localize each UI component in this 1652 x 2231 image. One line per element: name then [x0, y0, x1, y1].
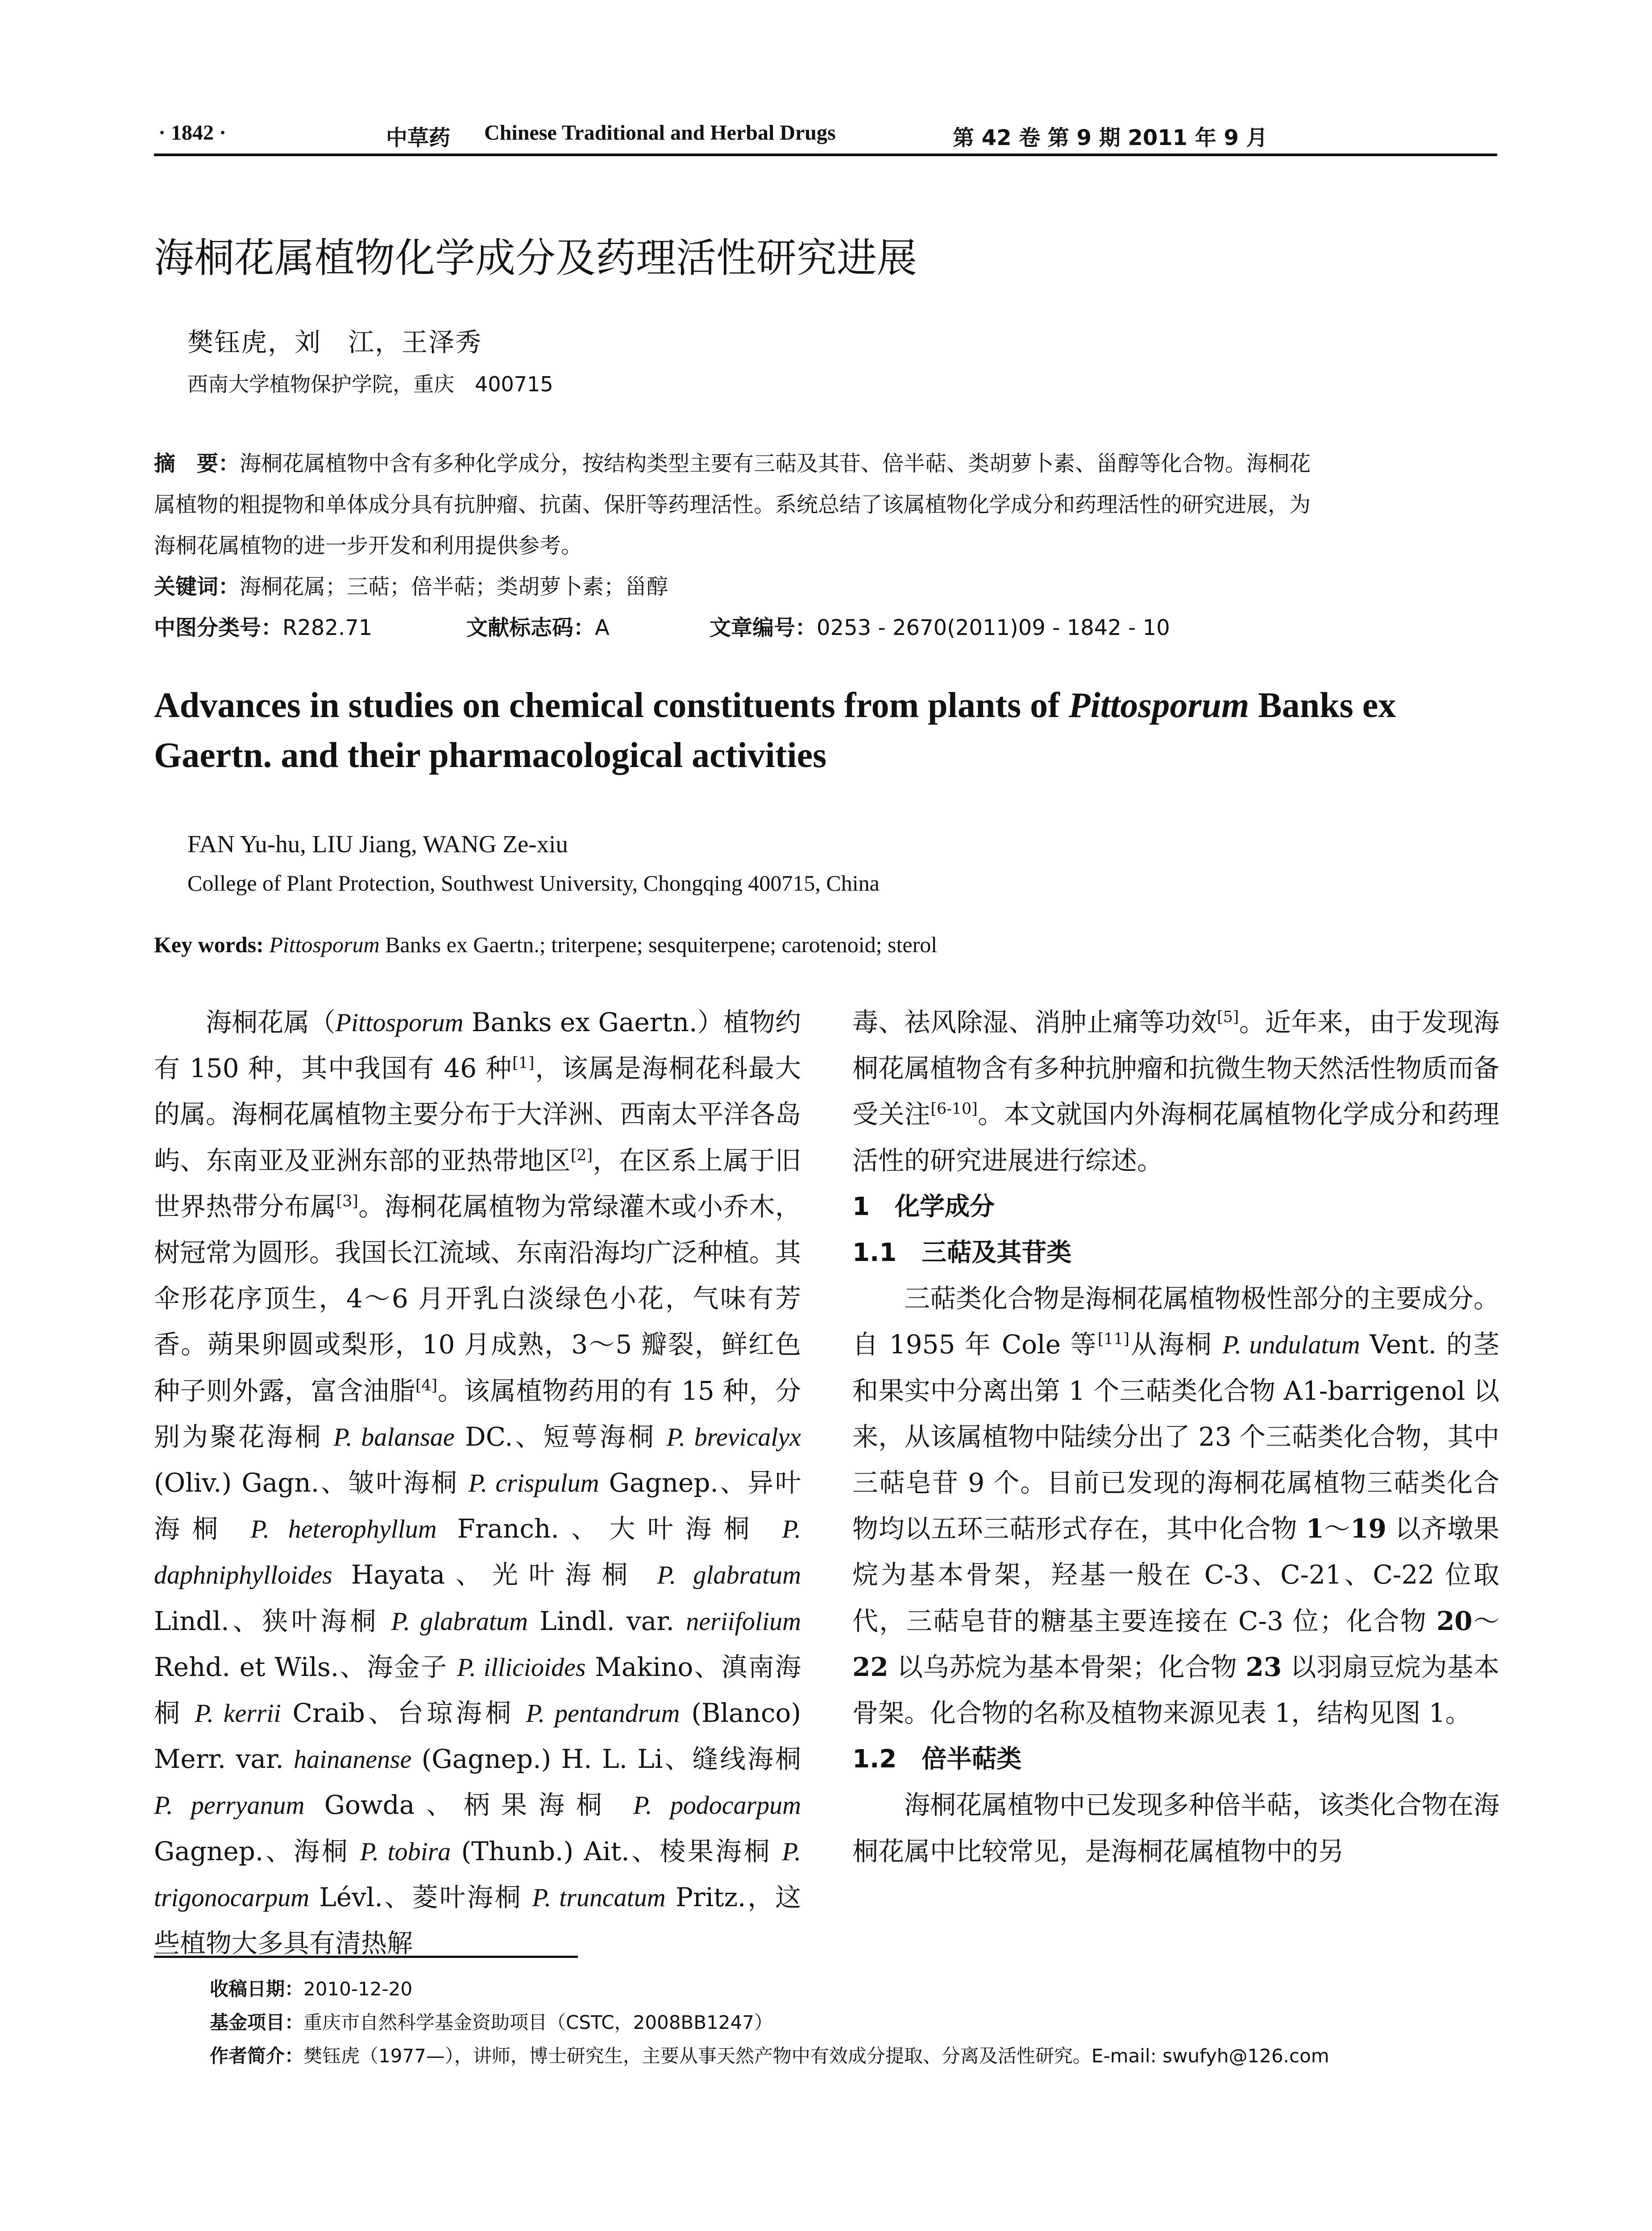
classification-line: 中图分类号：R282.71 文献标志码：A 文章编号：0253 - 2670(2011)09 - 1842 - 10	[154, 615, 1170, 640]
footnote-author: 作者简介：樊钰虎（1977—），讲师，博士研究生，主要从事天然产物中有效成分提取、分离及活性研究。E-mail: swufyh@126.com	[210, 2045, 1329, 2067]
running-head	[154, 117, 1497, 157]
body-paragraph: 毒、祛风除湿、消肿止痛等功效[5]。近年来，由于发现海桐花属植物含有多种抗肿瘤和抗微生物天然活性物质而备受关注[6-10]。本文就国内外海桐花属植物化学成分和药理活性的研究进展进行综述。	[852, 1007, 1499, 1176]
footnote-received: 收稿日期：2010-12-20	[210, 1978, 413, 2000]
abstract-cn-line: 海桐花属植物的进一步开发和利用提供参考。	[154, 533, 583, 558]
journal-name-en: Chinese Traditional and Herbal Drugs	[484, 121, 836, 145]
body-paragraph: 海桐花属（Pittosporum Banks ex Gaertn.）植物约有 150 种，其中我国有 46 种[1]，该属是海桐花科最大的属。海桐花属植物主要分布于大洋洲、西南太平洋各岛屿、东南亚及亚洲东部的亚热带地区[2]，在区系上属于旧世界热带分布属[3]。海桐花属植物为常绿灌木或小乔木，树冠常为圆形。我国长江流域、东南沿海均广泛种植。其伞形花序顶生，4～6 月开乳白淡绿色小花，气味有芳香。蒴果卵圆或梨形，10 月成熟，3～5 瓣裂，鲜红色种子则外露，富含油脂[4]。该属植物药用的有 15 种，分别为聚花海桐 P. balansae DC.、短萼海桐 P. brevicalyx (Oliv.) Gagn.、皱叶海桐 P. crispulum Gagnep.、异叶海桐 P. heterophyllum Franch.、大叶海桐 P. daphniphylloides Hayata、光叶海桐 P. glabratum Lindl.、狭叶海桐 P. glabratum Lindl. var. neriifolium Rehd. et Wils.、海金子 P. illicioides Makino、滇南海桐 P. kerrii Craib、台琼海桐 P. pentandrum (Blanco) Merr. var. hainanense (Gagnep.) H. L. Li、缝线海桐 P. perryanum Gowda、柄果海桐 P. podocarpum Gagnep.、海桐 P. tobira (Thunb.) Ait.、棱果海桐 P. trigonocarpum Lévl.、菱叶海桐 P. truncatum Pritz.，这些植物大多具有清热解	[154, 1007, 801, 1959]
abstract-label: 摘 要：	[154, 451, 240, 476]
body-column-left	[154, 999, 801, 1959]
subsection-heading: 1.2 倍半萜类	[852, 1745, 1022, 1774]
authors-en: FAN Yu-hu, LIU Jiang, WANG Ze-xiu	[187, 830, 568, 858]
page-number: · 1842 ·	[158, 121, 227, 145]
section-heading: 1 化学成分	[852, 1192, 995, 1221]
article-title-cn: 海桐花属植物化学成分及药理活性研究进展	[154, 235, 917, 282]
authors-cn: 樊钰虎，刘 江，王泽秀	[187, 327, 482, 357]
article-title-en: Advances in studies on chemical constituents from plants of Pittosporum Banks ex Gaertn. and their pharmacological activities	[154, 686, 1396, 775]
footnote-rule	[154, 1956, 578, 1958]
journal-issue: 第 42 卷 第 9 期 2011 年 9 月	[953, 125, 1268, 150]
body-paragraph: 海桐花属植物中已发现多种倍半萜，该类化合物在海桐花属中比较常见，是海桐花属植物中的另	[852, 1790, 1499, 1866]
keywords-en-label: Key words:	[154, 932, 264, 957]
header-rule	[154, 153, 1497, 156]
keywords-label: 关键词：	[154, 574, 240, 599]
affiliation-cn: 西南大学植物保护学院，重庆 400715	[187, 372, 553, 396]
footnote-fund: 基金项目：重庆市自然科学基金资助项目（CSTC，2008BB1247）	[210, 2011, 773, 2033]
body-paragraph: 三萜类化合物是海桐花属植物极性部分的主要成分。自 1955 年 Cole 等[11]从海桐 P. undulatum Vent. 的茎和果实中分离出第 1 个三萜类化合物 A1-barrigenol 以来，从该属植物中陆续分出了 23 个三萜类化合物，其中三萜皂苷 9 个。目前已发现的海桐花属植物三萜类化合物均以五环三萜形式存在，其中化合物 1～19 以齐墩果烷为基本骨架，羟基一般在 C-3、C-21、C-22 位取代，三萜皂苷的糖基主要连接在 C-3 位；化合物 20～22 以乌苏烷为基本骨架；化合物 23 以羽扇豆烷为基本骨架。化合物的名称及植物来源见表 1，结构见图 1。	[852, 1283, 1499, 1729]
keywords-en: Key words: Pittosporum Banks ex Gaertn.; triterpene; sesquiterpene; carotenoid; sterol	[154, 932, 938, 957]
journal-name-cn: 中草药	[386, 125, 451, 150]
subsection-heading: 1.1 三萜及其苷类	[852, 1238, 1072, 1268]
keywords-cn: 关键词：海桐花属；三萜；倍半萜；类胡萝卜素；甾醇	[154, 574, 668, 599]
body-column-right	[852, 999, 1499, 1959]
affiliation-en: College of Plant Protection, Southwest University, Chongqing 400715, China	[187, 871, 880, 896]
abstract-cn-line: 属植物的粗提物和单体成分具有抗肿瘤、抗菌、保肝等药理活性。系统总结了该属植物化学成分和药理活性的研究进展，为	[154, 492, 1311, 517]
abstract-cn-line: 摘 要：海桐花属植物中含有多种化学成分，按结构类型主要有三萜及其苷、倍半萜、类胡萝卜素、甾醇等化合物。海桐花	[154, 451, 1311, 476]
